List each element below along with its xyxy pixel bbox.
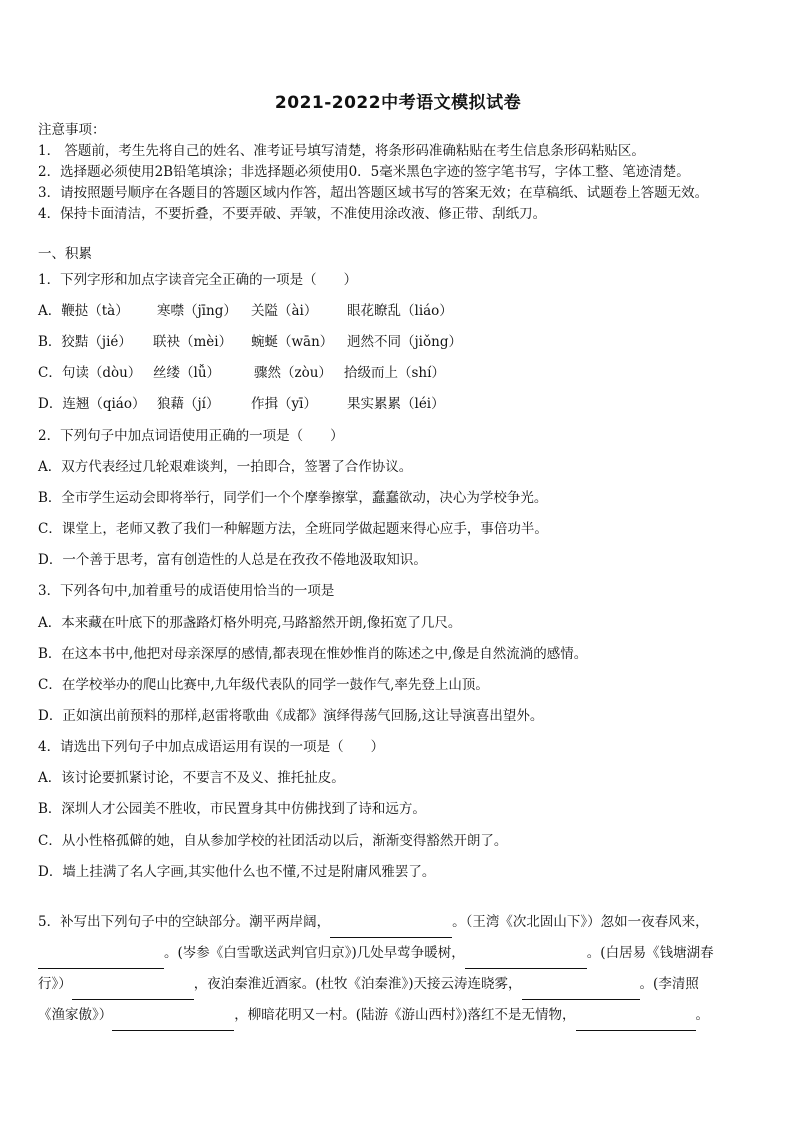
q5-text: 。（王湾《次北固山下》）忽如一夜春风来， — [452, 914, 709, 930]
answer-blank[interactable] — [72, 985, 194, 1000]
question-3-option-c: C．在学校举办的爬山比赛中,九年级代表队的同学一鼓作气,率先登上山顶。 — [38, 677, 489, 693]
question-2-option-c: C．课堂上，老师又教了我们一种解题方法，全班同学做起题来得心应手，事倍功半。 — [38, 521, 548, 537]
question-4-option-c: C．从小性格孤僻的她，自从参加学校的社团活动以后，渐渐变得豁然开朗了。 — [38, 833, 508, 849]
option-d-word-3: 作揖（yī） — [251, 396, 317, 412]
option-d-word-2: 狼藉（jí） — [157, 396, 220, 412]
notice-heading: 注意事项： — [38, 122, 106, 138]
question-4-option-a: A．该讨论要抓紧讨论，不要言不及义、推托扯皮。 — [38, 770, 345, 786]
option-c-word-1: C．句读（dòu） — [38, 365, 142, 381]
question-1-stem: 1．下列字形和加点字读音完全正确的一项是（ ） — [38, 272, 358, 288]
section-heading: 一、积累 — [38, 246, 92, 262]
q5-text: ，夜泊秦淮近酒家。(杜牧《泊秦淮》)天接云涛连晓雾， — [193, 976, 522, 992]
q5-text: 《渔家傲》） — [38, 1007, 113, 1023]
option-a-word-2: 寒噤（jīng） — [157, 303, 237, 319]
q5-text: 。 — [695, 1007, 710, 1023]
q5-text: 5．补写出下列句子中的空缺部分。潮平两岸阔， — [38, 914, 331, 930]
option-a-word-1: A．鞭挞（tà） — [38, 303, 129, 319]
question-4-option-d: D．墙上挂满了名人字画,其实他什么也不懂,不过是附庸风雅罢了。 — [38, 864, 436, 880]
question-3-option-d: D．正如演出前预料的那样,赵雷将歌曲《成都》演绎得荡气回肠,这让导演喜出望外。 — [38, 708, 544, 724]
q5-text: 。(岑参《白雪歌送武判官归京》)几处早莺争暖树， — [164, 945, 465, 961]
option-b-word-1: B．狡黠（jié） — [38, 334, 132, 350]
option-b-word-2: 联袂（mèi） — [153, 334, 233, 350]
question-2-option-d: D．一个善于思考，富有创造性的人总是在孜孜不倦地汲取知识。 — [38, 552, 427, 568]
question-2-option-b: B．全市学生运动会即将举行，同学们一个个摩拳擦掌，蠢蠢欲动，决心为学校争光。 — [38, 490, 548, 506]
option-b-word-4: 迥然不同（jiǒng） — [347, 334, 462, 350]
question-3-option-b: B．在这本书中,他把对母亲深厚的感情,都表现在惟妙惟肖的陈述之中,像是自然流淌的感情。 — [38, 646, 588, 662]
option-a-word-3: 关隘（ài） — [251, 303, 318, 319]
option-d-word-4: 果实累累（léi） — [347, 396, 445, 412]
answer-blank[interactable] — [465, 954, 587, 969]
answer-blank[interactable] — [38, 954, 164, 969]
option-c-word-4: 拾级而上（shí） — [344, 365, 445, 381]
option-c-word-2: 丝缕（lǚ） — [153, 365, 221, 381]
q5-text: 。(白居易《钱塘湖春 — [586, 945, 714, 961]
question-3-option-a: A．本来藏在叶底下的那盏路灯格外明亮,马路豁然开朗,像拓宽了几尺。 — [38, 615, 462, 631]
answer-blank[interactable] — [330, 923, 452, 938]
option-a-word-4: 眼花瞭乱（liáo） — [347, 303, 453, 319]
question-3-stem: 3．下列各句中,加着重号的成语使用恰当的一项是 — [38, 583, 335, 599]
question-4-stem: 4．请选出下列句子中加点成语运用有误的一项是（ ） — [38, 739, 385, 755]
notice-item: 3．请按照题号顺序在各题目的答题区域内作答，超出答题区域书写的答案无效；在草稿纸、试题卷上答题无效。 — [38, 185, 709, 201]
q5-text: 。(李清照 — [639, 976, 699, 992]
answer-blank[interactable] — [576, 1016, 696, 1031]
notice-item: 2．选择题必须使用2B铅笔填涂；非选择题必须使用0．5毫米黑色字迹的签字笔书写，字体工整、笔迹清楚。 — [38, 164, 690, 180]
notice-item: 1． 答题前，考生先将自己的姓名、准考证号填写清楚，将条形码准确粘贴在考生信息条形码粘贴区。 — [38, 143, 645, 159]
question-2-stem: 2．下列句子中加点词语使用正确的一项是（ ） — [38, 428, 344, 444]
notice-item: 4．保持卡面清洁，不要折叠，不要弄破、弄皱，不准使用涂改液、修正带、刮纸刀。 — [38, 206, 547, 222]
q5-text: 行》） — [38, 976, 72, 992]
page-title: 2021-2022中考语文模拟试卷 — [274, 93, 522, 113]
answer-blank[interactable] — [522, 985, 640, 1000]
option-c-word-3: 骤然（zòu） — [254, 365, 332, 381]
option-b-word-3: 蜿蜒（wān） — [251, 334, 334, 350]
question-2-option-a: A．双方代表经过几轮艰难谈判，一拍即合，签署了合作协议。 — [38, 459, 413, 475]
question-4-option-b: B．深圳人才公园美不胜收，市民置身其中仿佛找到了诗和远方。 — [38, 801, 426, 817]
answer-blank[interactable] — [112, 1016, 234, 1031]
option-d-word-1: D．连翘（qiáo） — [38, 396, 146, 412]
q5-text: ，柳暗花明又一村。(陆游《游山西村》)落红不是无情物， — [234, 1007, 576, 1023]
question-5 — [38, 907, 758, 1031]
